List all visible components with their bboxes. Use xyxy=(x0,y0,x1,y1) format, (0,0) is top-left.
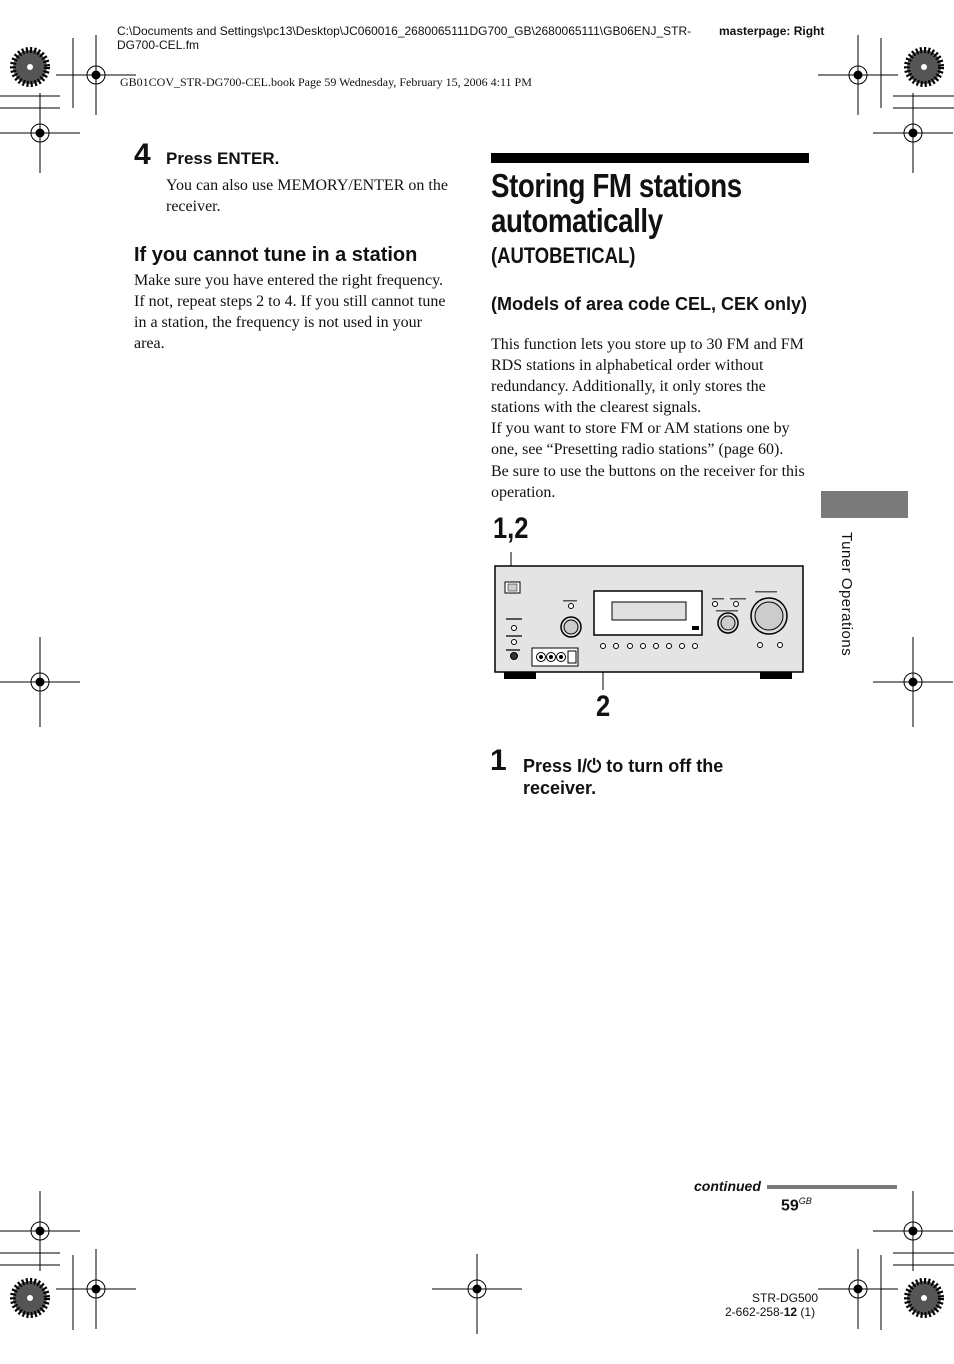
page-number-suffix: GB xyxy=(798,1196,812,1206)
callout-1-2: 1,2 xyxy=(493,512,529,545)
continued-rule xyxy=(767,1185,897,1189)
note-text: If you want to store FM or AM stations one by one, see “Presetting radio stations” (page 60). xyxy=(491,420,790,458)
book-info-line: GB01COV_STR-DG700-CEL.book Page 59 Wednesday, February 15, 2006 4:11 PM xyxy=(120,75,532,89)
section-tab-label: Tuner Operations xyxy=(838,532,855,657)
page-number xyxy=(781,1196,812,1215)
page-title: Storing FM stations automatically xyxy=(491,167,742,239)
cannot-tune-heading: If you cannot tune in a station xyxy=(134,244,418,266)
step-1-number: 1 xyxy=(490,744,507,777)
document-code-suffix: (1) xyxy=(797,1305,816,1319)
document-code-prefix: 2-662-258- xyxy=(725,1305,784,1319)
step-4-number: 4 xyxy=(134,138,151,171)
page-number-value: 59 xyxy=(781,1197,799,1215)
intro-text: This function lets you store up to 30 FM and FM RDS stations in alphabetical order without redundancy. Additionally, it only stores the stations with the clearest signals. xyxy=(491,336,804,416)
step-1-title: Press I/⏻ to turn off the receiver. xyxy=(523,756,724,798)
page-subtitle: (AUTOBETICAL) xyxy=(491,243,636,268)
document-code-bold: 12 xyxy=(783,1305,798,1319)
step-4-title: Press ENTER. xyxy=(166,149,280,168)
receiver-front-panel-illustration xyxy=(490,540,810,690)
step-4-text: You can also use MEMORY/ENTER on the receiver. xyxy=(166,177,448,215)
section-tab-marker xyxy=(821,491,908,518)
receiver-text: Be sure to use the buttons on the receiver for this operation. xyxy=(491,463,805,501)
title-rule xyxy=(491,153,809,163)
continued-label: continued xyxy=(694,1178,761,1194)
callout-2: 2 xyxy=(596,690,611,723)
cannot-tune-text: Make sure you have entered the right frequency. If not, repeat steps 2 to 4. If you still cannot tune in a station, the frequency is not used in your area. xyxy=(134,272,446,352)
models-heading: (Models of area code CEL, CEK only) xyxy=(491,294,808,314)
document-code xyxy=(725,1305,815,1319)
model-number: STR-DG500 xyxy=(752,1291,819,1305)
file-path: C:\Documents and Settings\pc13\Desktop\JC060016_2680065111DG700_GB\2680065111\GB06ENJ_STR-DG700-CEL.fm xyxy=(117,24,692,52)
masterpage-label: masterpage: Right xyxy=(719,24,825,38)
